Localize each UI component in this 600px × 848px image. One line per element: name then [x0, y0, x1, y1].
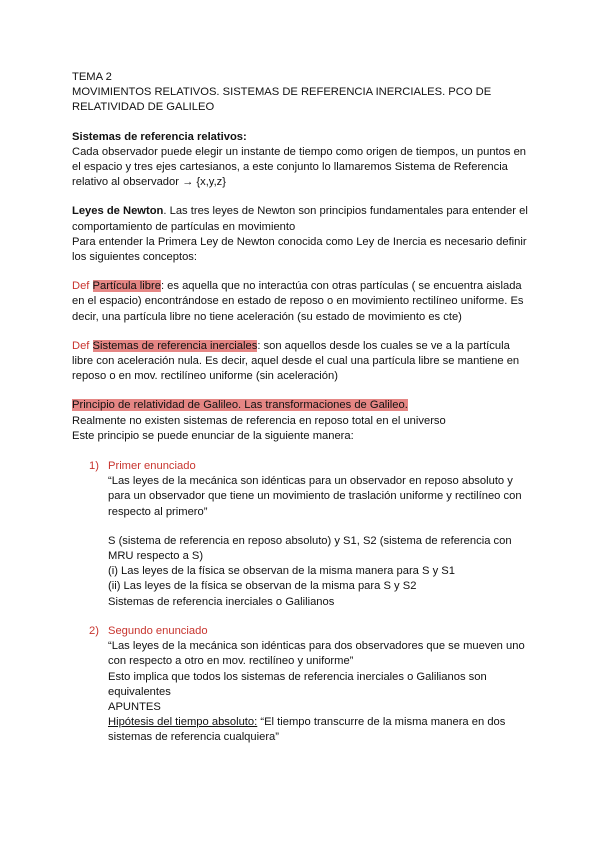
body-line: “Las leyes de la mecánica son idénticas para dos observadores que se mueven uno — [108, 640, 525, 653]
def-prefix: Def — [72, 280, 90, 293]
def-prefix: Def — [72, 339, 90, 352]
def-particula-first-line — [72, 279, 532, 294]
def-rest: : es aquella que no interactúa con otras partículas ( se encuentra aislada — [160, 280, 522, 293]
title-line-2: RELATIVIDAD DE GALILEO — [72, 101, 215, 114]
newton-first-line — [72, 204, 532, 219]
enunciado-2-heading — [72, 624, 532, 639]
enunciado-title: Primer enunciado — [108, 460, 196, 473]
principio-title-line — [72, 398, 532, 413]
body-line: sistemas de referencia cualquiera” — [108, 731, 280, 744]
quote-line: para un observador que tiene un movimiento de traslación uniforme y rectilíneo con — [108, 490, 522, 503]
paragraph-line: Este principio se puede enunciar de la siguiente manera: — [72, 429, 354, 442]
body-line: con respecto a otro en mov. rectilíneo y uniforme” — [108, 655, 354, 668]
body-line: (ii) Las leyes de la física se observan de la misma para S y S2 — [108, 580, 417, 593]
hipotesis-label: Hipótesis del tiempo absoluto: — [108, 716, 258, 729]
paragraph-line: los siguientes conceptos: — [72, 251, 198, 264]
hipotesis-line — [72, 715, 532, 730]
body-line: APUNTES — [108, 700, 161, 713]
body-line: (i) Las leyes de la física se observan de la misma manera para S y S1 — [108, 565, 455, 578]
principio-title: Principio de relatividad de Galileo. Las transformaciones de Galileo. — [72, 399, 408, 412]
def-sistemas-first-line — [72, 339, 532, 354]
list-number: 1) — [89, 460, 99, 473]
title-line-1: MOVIMIENTOS RELATIVOS. SISTEMAS DE REFERENCIA INERCIALES. PCO DE — [72, 86, 492, 99]
body-line: Sistemas de referencia inerciales o Galilianos — [108, 595, 335, 608]
newton-heading: Leyes de Newton — [72, 205, 164, 218]
quote-line: respecto al primero” — [108, 505, 208, 518]
paragraph-line: relativo al observador → {x,y,z} — [72, 176, 227, 189]
section-heading-sistemas: Sistemas de referencia relativos: — [72, 130, 247, 143]
body-line: MRU respecto a S) — [108, 550, 204, 563]
highlighted-term: Sistemas de referencia inerciales — [92, 339, 258, 352]
body-line: equivalentes — [108, 685, 171, 698]
body-line: Esto implica que todos los sistemas de referencia inerciales o Galilianos son — [108, 670, 487, 683]
document-page — [72, 70, 532, 746]
paragraph-line: en el espacio) encontrándose en estado de reposo o en movimiento rectilíneo uniforme. Es — [72, 295, 524, 308]
paragraph-line: reposo o en mov. rectilíneo uniforme (sin aceleración) — [72, 370, 338, 383]
hipotesis-text: “El tiempo transcurre de la misma manera en dos — [257, 716, 506, 729]
paragraph-line: Realmente no existen sistemas de referencia en reposo total en el universo — [72, 414, 446, 427]
tema-label: TEMA 2 — [72, 71, 112, 83]
paragraph-line: el espacio y tres ejes cartesianos, a este conjunto lo llamaremos Sistema de Referencia — [72, 161, 508, 174]
enunciado-1-heading — [72, 459, 532, 474]
paragraph-line: Cada observador puede elegir un instante de tiempo como origen de tiempos, un puntos en — [72, 145, 527, 158]
list-number: 2) — [89, 624, 99, 637]
paragraph-line: decir, una partícula libre no tiene aceleración (su estado de movimiento es cte) — [72, 310, 462, 323]
body-line: S (sistema de referencia en reposo absoluto) y S1, S2 (sistema de referencia con — [108, 534, 512, 547]
def-rest: : son aquellos desde los cuales se ve a la partícula — [257, 339, 510, 352]
paragraph-line: libre con aceleración nula. Es decir, aquel desde el cual una partícula libre se mantiene en — [72, 355, 520, 368]
highlighted-term: Partícula libre — [92, 280, 161, 293]
paragraph-line: comportamiento de partículas en movimiento — [72, 220, 296, 233]
newton-rest: . Las tres leyes de Newton son principios fundamentales para entender el — [163, 205, 528, 218]
paragraph-line: Para entender la Primera Ley de Newton conocida como Ley de Inercia es necesario definir — [72, 235, 527, 248]
enunciado-title: Segundo enunciado — [108, 624, 208, 637]
quote-line: “Las leyes de la mecánica son idénticas para un observador en reposo absoluto y — [108, 475, 513, 488]
